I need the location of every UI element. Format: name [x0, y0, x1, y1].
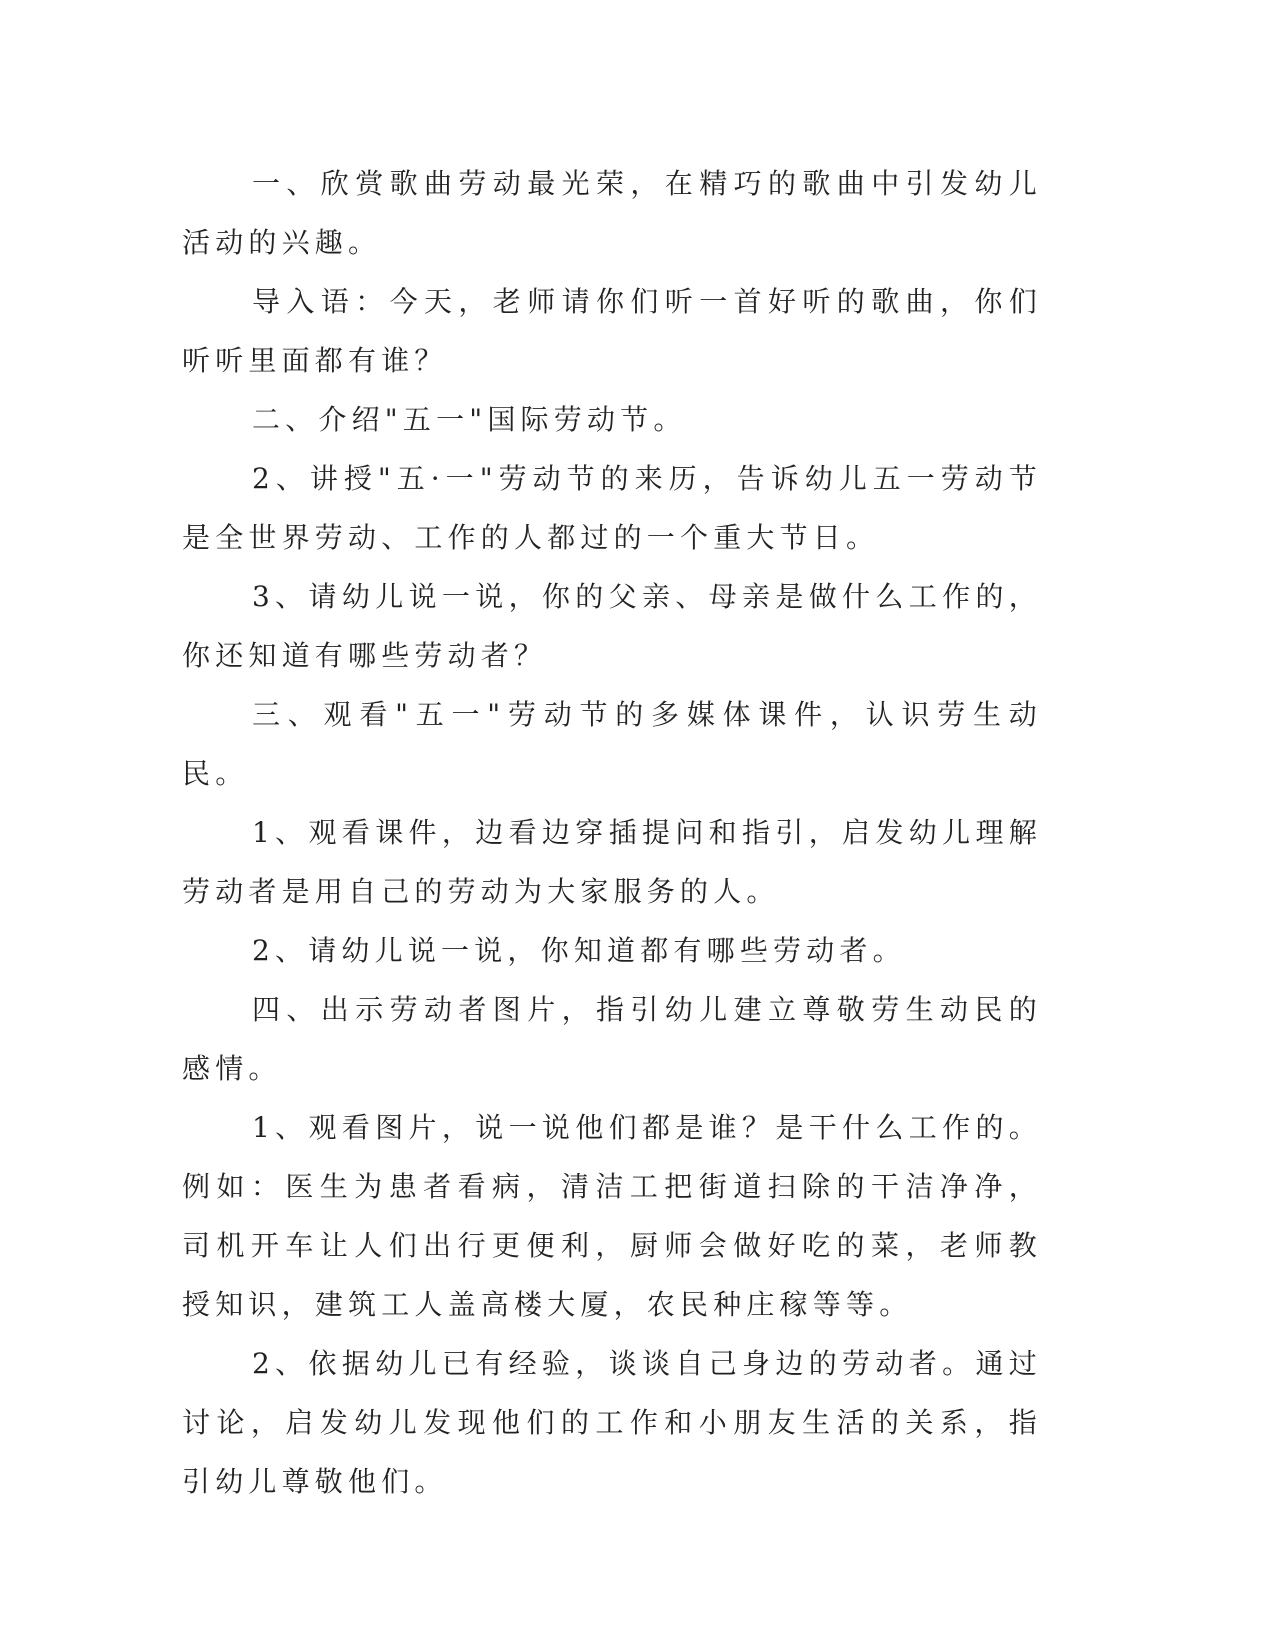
paragraph-9: 四、出示劳动者图片，指引幼儿建立尊敬劳生动民的感情。: [182, 993, 1042, 1085]
paragraph-7: 1、观看课件，边看边穿插提问和指引，启发幼儿理解劳动者是用自己的劳动为大家服务的人。: [182, 816, 1042, 908]
paragraph-10: 1、观看图片，说一说他们都是谁？是干什么工作的。例如：医生为患者看病，清洁工把街道扫除的干洁净净，司机开车让人们出行更便利，厨师会做好吃的菜，老师教授知识，建筑工人盖高楼大厦，农民种庄稼等等。: [182, 1111, 1042, 1321]
paragraph-11: 2、依据幼儿已有经验，谈谈自己身边的劳动者。通过讨论，启发幼儿发现他们的工作和小朋友生活的关系，指引幼儿尊敬他们。: [182, 1347, 1042, 1498]
paragraph-5: 3、请幼儿说一说，你的父亲、母亲是做什么工作的，你还知道有哪些劳动者？: [182, 580, 1042, 672]
paragraph-4: 2、讲授"五·一"劳动节的来历，告诉幼儿五一劳动节是全世界劳动、工作的人都过的一个重大节日。: [182, 462, 1042, 554]
paragraph-2: 导入语：今天，老师请你们听一首好听的歌曲，你们听听里面都有谁？: [182, 285, 1042, 377]
paragraph-3: 二、介绍"五一"国际劳动节。: [252, 403, 687, 436]
paragraph-1: 一、欣赏歌曲劳动最光荣，在精巧的歌曲中引发幼儿活动的兴趣。: [182, 167, 1042, 259]
paragraph-8: 2、请幼儿说一说，你知道都有哪些劳动者。: [252, 934, 906, 967]
paragraph-6: 三、观看"五一"劳动节的多媒体课件，认识劳生动民。: [182, 698, 1042, 790]
document-body: [182, 154, 1042, 1511]
